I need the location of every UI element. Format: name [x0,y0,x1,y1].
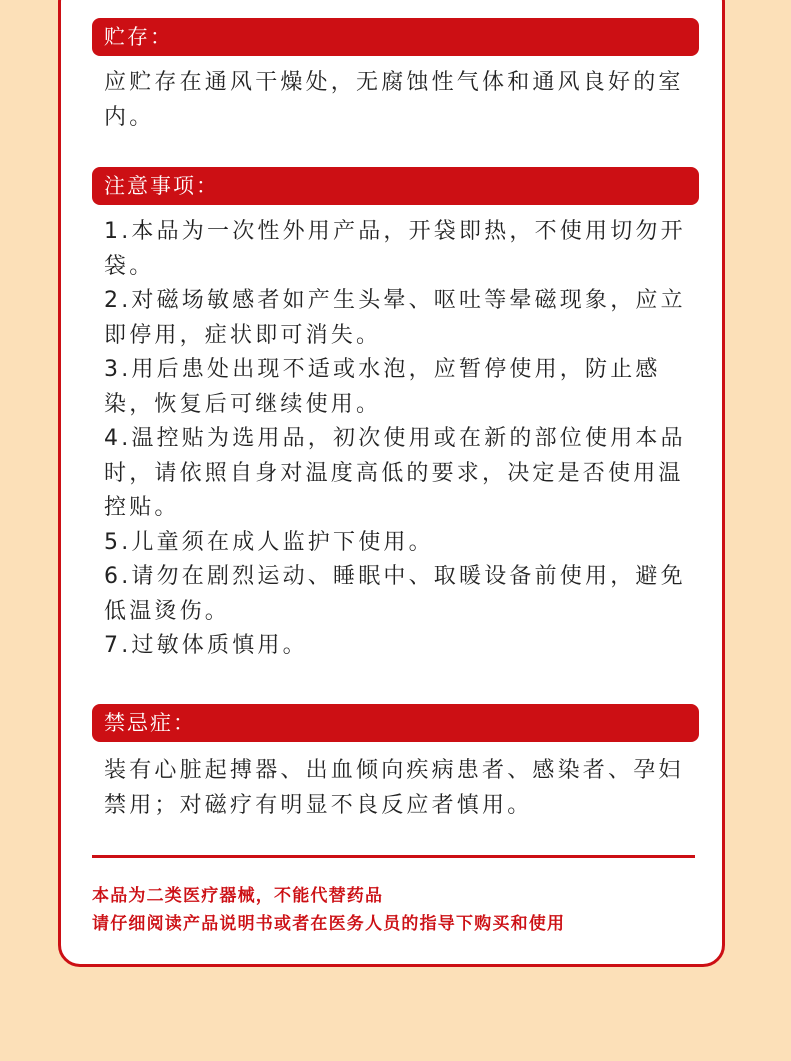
precaution-item-2: 2.对磁场敏感者如产生头晕、呕吐等晕磁现象，应立即停用，症状即可消失。 [104,288,686,348]
precautions-list [104,215,699,664]
precaution-item-3: 3.用后患处出现不适或水泡，应暂停使用，防止感染，恢复后可继续使用。 [104,357,661,417]
storage-header: 贮存： [92,18,699,56]
storage-text: 应贮存在通风干燥处，无腐蚀性气体和通风良好的室内。 [104,70,684,130]
footer-device-notice: 本品为二类医疗器械，不能代替药品 [92,886,384,906]
precaution-item-7: 7.过敏体质慎用。 [104,633,308,658]
contraindications-text: 装有心脏起搏器、出血倾向疾病患者、感染者、孕妇禁用；对磁疗有明显不良反应者慎用。 [104,758,684,818]
contraindications-header: 禁忌症： [92,704,699,742]
divider [92,855,695,858]
footer-usage-notice: 请仔细阅读产品说明书或者在医务人员的指导下购买和使用 [92,914,566,934]
precautions-header: 注意事项： [92,167,699,205]
precaution-item-5: 5.儿童须在成人监护下使用。 [104,529,434,555]
precaution-item-6: 6.请勿在剧烈运动、睡眠中、取暖设备前使用，避免低温烫伤。 [104,564,686,624]
precaution-item-4: 4.温控贴为选用品，初次使用或在新的部位使用本品时，请依照自身对温度高低的要求，决定是否使用温控贴。 [104,426,686,520]
precaution-item-1: 1.本品为一次性外用产品，开袋即热，不使用切勿开袋。 [104,219,686,279]
